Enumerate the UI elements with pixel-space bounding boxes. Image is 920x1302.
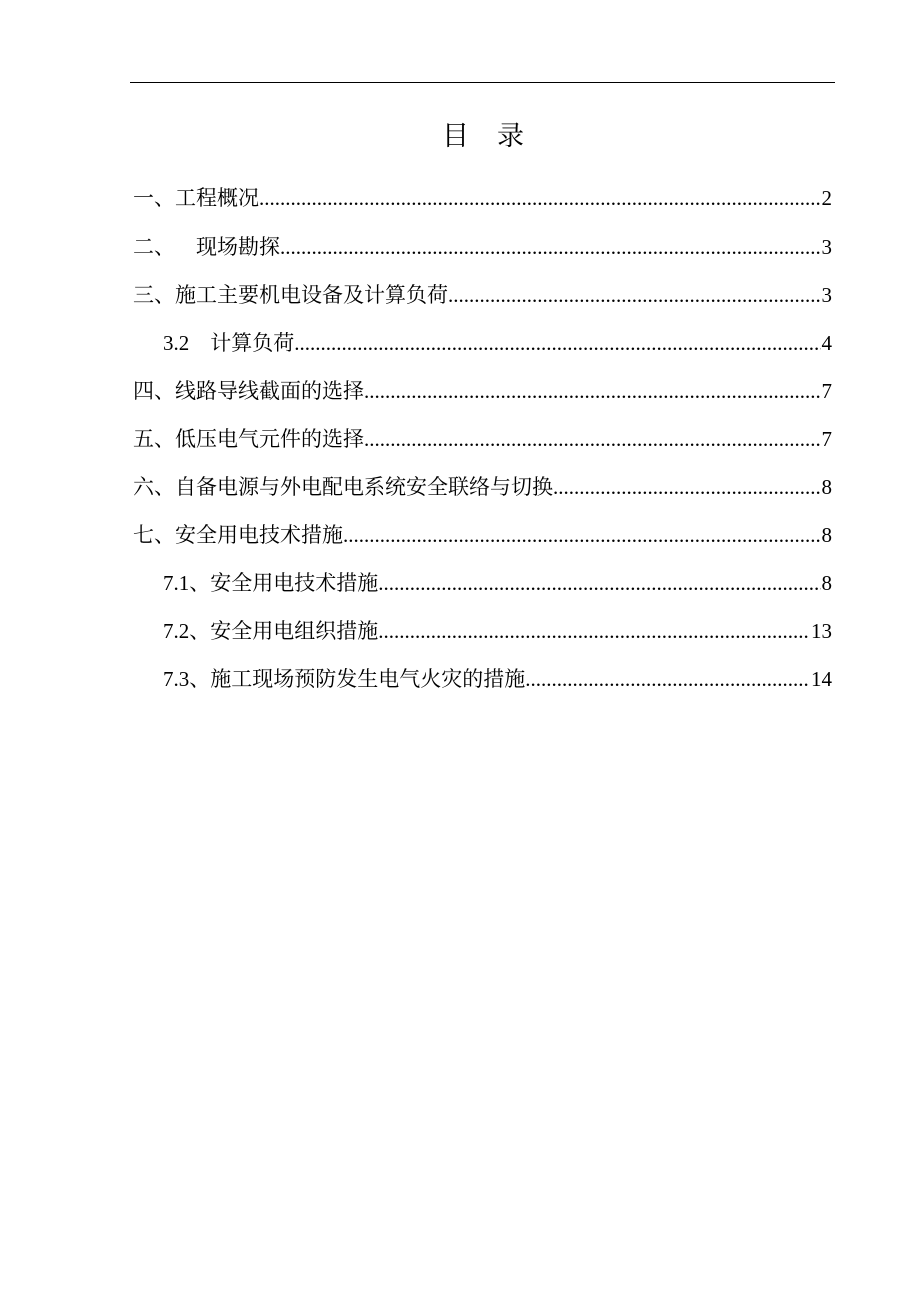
- toc-entry[interactable]: [163, 662, 832, 694]
- toc-dot-leader: [378, 616, 810, 646]
- toc-entry[interactable]: [133, 518, 832, 550]
- toc-entry-number: 7.2、: [163, 619, 211, 643]
- toc-dot-leader: [525, 664, 810, 694]
- toc-entry-label: 施工现场预防发生电气火灾的措施: [210, 667, 526, 691]
- toc-dot-leader: [343, 520, 821, 550]
- toc-entry-page: 13: [811, 619, 832, 643]
- toc-entry-number: 3.2: [163, 331, 211, 355]
- toc-entry[interactable]: [163, 566, 832, 598]
- toc-entry-label: 安全用电组织措施: [210, 619, 379, 643]
- toc-entry-page: 3: [821, 283, 832, 307]
- toc-dot-leader: [553, 472, 821, 502]
- toc-entry-label: 施工主要机电设备及计算负荷: [175, 283, 448, 307]
- toc-entry[interactable]: [133, 470, 832, 502]
- toc-title-char-1: 目: [442, 121, 469, 151]
- toc-dot-leader: [280, 232, 821, 262]
- toc-entry-label: 安全用电技术措施: [175, 523, 343, 547]
- toc-entry-number: 五、: [133, 427, 175, 451]
- toc-entry-page: 14: [811, 667, 832, 691]
- toc-entry-label: 现场勘探: [175, 235, 280, 259]
- toc-entry-label: 自备电源与外电配电系统安全联络与切换: [175, 475, 553, 499]
- toc-title-char-2: 录: [497, 121, 524, 151]
- toc-entry-number: 四、: [133, 379, 175, 403]
- toc-entry[interactable]: [163, 614, 832, 646]
- toc-entry[interactable]: [133, 422, 832, 454]
- toc-entry-page: 8: [821, 523, 832, 547]
- toc-dot-leader: [378, 568, 820, 598]
- toc-entry-page: 4: [821, 331, 832, 355]
- toc-entry[interactable]: [133, 230, 832, 262]
- toc-entry-page: 7: [821, 427, 832, 451]
- toc-entry[interactable]: [133, 374, 832, 406]
- toc-entry-number: 7.3、: [163, 667, 211, 691]
- toc-entry[interactable]: [133, 278, 832, 310]
- toc-entry-label: 工程概况: [175, 186, 259, 210]
- toc-dot-leader: [259, 183, 821, 213]
- toc-dot-leader: [294, 328, 820, 358]
- toc-entry-page: 7: [821, 379, 832, 403]
- toc-entry-number: 7.1、: [163, 571, 211, 595]
- toc-entry-number: 二、: [133, 235, 175, 259]
- toc-entry-page: 8: [821, 475, 832, 499]
- toc-entry-label: 线路导线截面的选择: [175, 379, 364, 403]
- toc-dot-leader: [364, 424, 821, 454]
- toc-entry-page: 8: [821, 571, 832, 595]
- toc-entry[interactable]: [133, 181, 832, 213]
- toc-entry-number: 三、: [133, 283, 175, 307]
- toc-entry-label: 计算负荷: [210, 331, 295, 355]
- toc-entry-page: 3: [821, 235, 832, 259]
- toc-entry-number: 七、: [133, 523, 175, 547]
- toc-entry-number: 六、: [133, 475, 175, 499]
- toc-dot-leader: [364, 376, 821, 406]
- toc-entry[interactable]: [163, 326, 832, 358]
- toc-dot-leader: [448, 280, 821, 310]
- toc-entry-label: 低压电气元件的选择: [175, 427, 364, 451]
- toc-entry-label: 安全用电技术措施: [210, 571, 379, 595]
- toc-entry-page: 2: [821, 186, 832, 210]
- toc-entry-number: 一、: [133, 186, 175, 210]
